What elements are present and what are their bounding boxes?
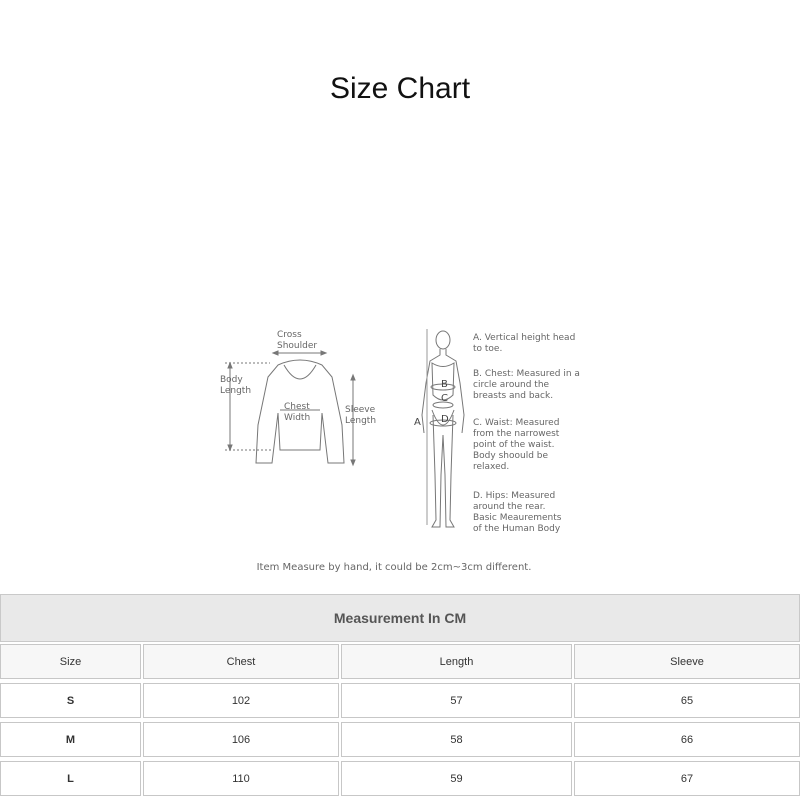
cross-shoulder-label: Cross Shoulder: [277, 330, 318, 351]
page-title: Size Chart: [329, 72, 471, 105]
table-row-s-sleeve: 65: [574, 683, 800, 718]
letter-c-label: C: [441, 393, 448, 404]
measurement-diagram: [200, 315, 620, 585]
table-row-l-sleeve: 67: [574, 761, 800, 796]
table-row-l-size: L: [0, 761, 141, 796]
column-header-chest: Chest: [143, 644, 339, 679]
table-row-s-length: 57: [341, 683, 572, 718]
table-row-m-length: 58: [341, 722, 572, 757]
letter-b-label: B: [441, 379, 448, 390]
column-header-sleeve: Sleeve: [574, 644, 800, 679]
measurement-note: Item Measure by hand, it could be 2cm~3cm different.: [256, 562, 532, 573]
chest-width-label: Chest Width: [284, 402, 311, 423]
column-header-length: Length: [341, 644, 572, 679]
legend-c: C. Waist: Measured from the narrowest point of the waist. Body shoould be relaxed.: [473, 418, 560, 472]
legend-d: D. Hips: Measured around the rear. Basic Meaurements of the Human Body: [473, 491, 562, 534]
table-caption: Measurement In CM: [0, 594, 800, 642]
legend-b: B. Chest: Measured in a circle around the breasts and back.: [473, 369, 580, 401]
column-header-size: Size: [0, 644, 141, 679]
legend-a: A. Vertical height head to toe.: [473, 333, 576, 354]
table-row-s-size: S: [0, 683, 141, 718]
sleeve-length-label: Sleeve Length: [345, 405, 377, 426]
table-row-s-chest: 102: [143, 683, 339, 718]
table-row-m-chest: 106: [143, 722, 339, 757]
table-row-l-length: 59: [341, 761, 572, 796]
table-row-m-size: M: [0, 722, 141, 757]
letter-d-label: D: [441, 414, 449, 425]
letter-a-label: A: [414, 417, 421, 428]
table-row-l-chest: 110: [143, 761, 339, 796]
table-row-m-sleeve: 66: [574, 722, 800, 757]
body-length-label: Body Length: [220, 375, 252, 396]
